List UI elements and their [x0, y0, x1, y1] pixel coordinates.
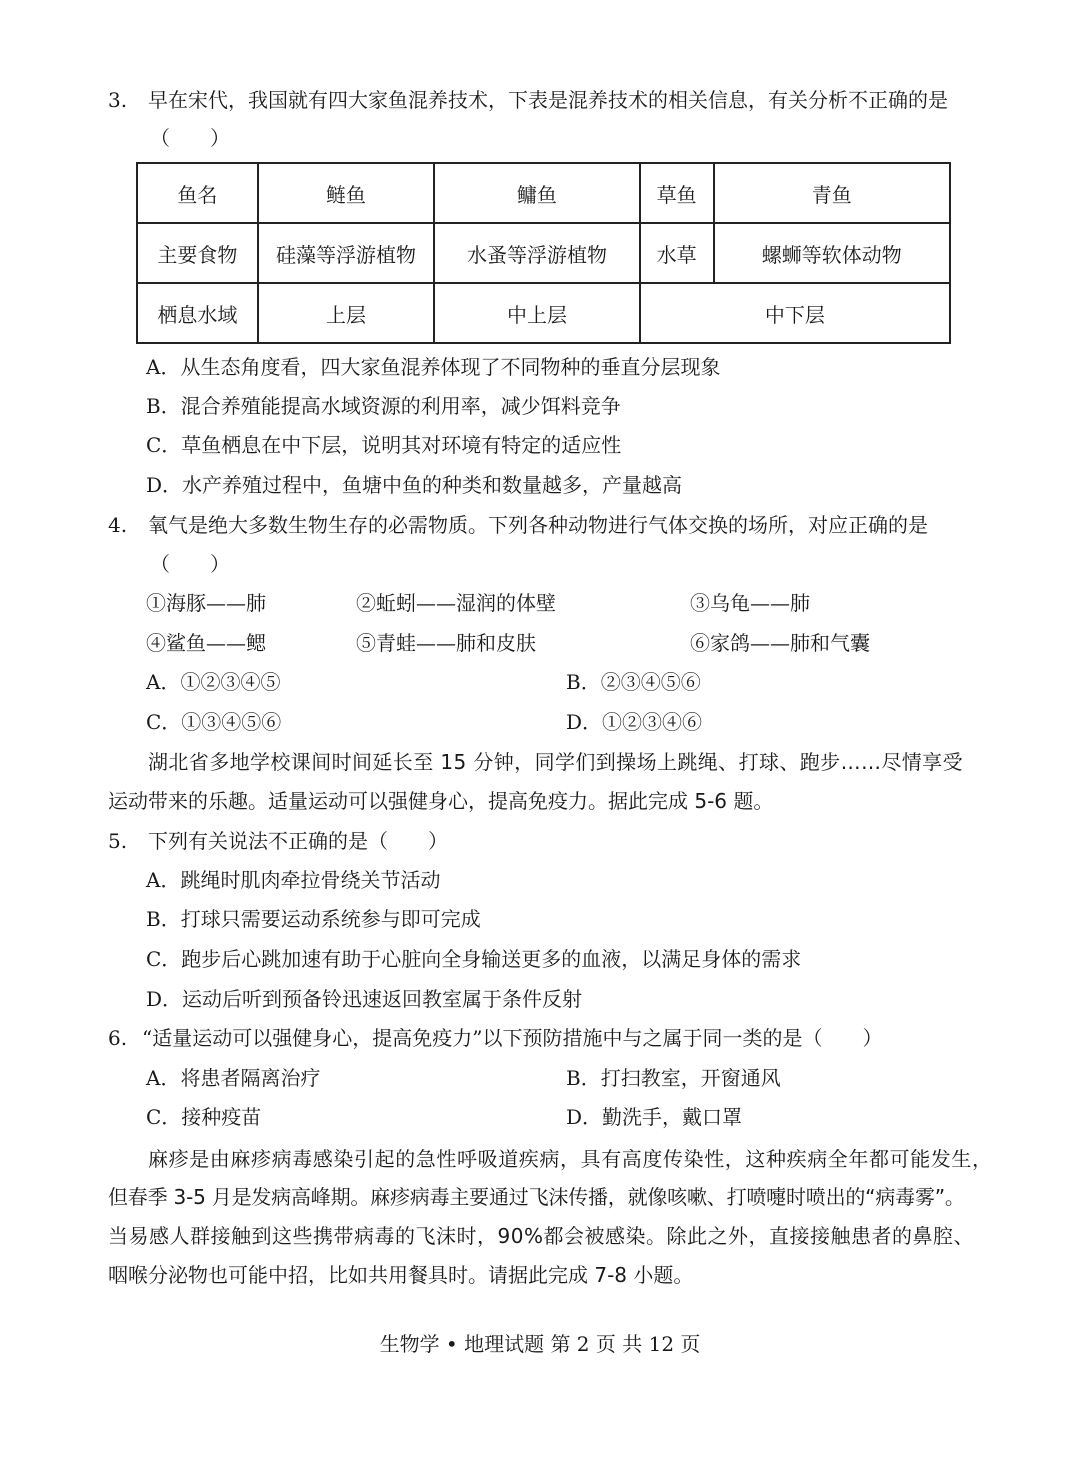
q3-number: 3.	[108, 88, 128, 112]
q4-item-5: ⑤青蛙——肺和皮肤	[356, 631, 536, 655]
table-cell: 水蚤等浮游植物	[434, 223, 639, 283]
q5-option-c: C．跑步后心跳加速有助于心脏向全身输送更多的血液，以满足身体的需求	[146, 947, 802, 971]
q4-option-a: A．①②③④⑤	[146, 670, 281, 694]
table-cell: 主要食物	[137, 223, 258, 283]
q4-option-c: C．①③④⑤⑥	[146, 710, 282, 734]
q6-option-d: D．勤洗手，戴口罩	[566, 1105, 743, 1129]
q5-stem: 下列有关说法不正确的是（ ）	[148, 829, 448, 853]
fish-table	[136, 162, 951, 344]
table-row	[137, 163, 950, 223]
q3-stem: 早在宋代，我国就有四大家鱼混养技术，下表是混养技术的相关信息，有关分析不正确的是	[148, 88, 948, 112]
table-cell: 硅藻等浮游植物	[258, 223, 435, 283]
q4-option-d: D．①②③④⑥	[566, 710, 703, 734]
q5-option-d: D．运动后听到预备铃迅速返回教室属于条件反射	[146, 987, 583, 1011]
q6-stem: “适量运动可以强健身心，提高免疫力”以下预防措施中与之属于同一类的是（ ）	[142, 1026, 883, 1050]
table-cell: 鲢鱼	[258, 163, 435, 223]
q5-number: 5.	[108, 829, 128, 853]
q4-option-b: B．②③④⑤⑥	[566, 670, 701, 694]
q6-option-c: C．接种疫苗	[146, 1105, 262, 1129]
passage-2-line-2: 但春季 3-5 月是发病高峰期。麻疹病毒主要通过飞沫传播，就像咳嗽、打喷嚏时喷出的“病毒雾”。	[108, 1185, 965, 1209]
q6-number: 6.	[108, 1026, 128, 1050]
passage-1-line-2: 运动带来的乐趣。适量运动可以强健身心，提高免疫力。据此完成 5-6 题。	[108, 789, 774, 813]
table-cell: 鱼名	[137, 163, 258, 223]
q3-blank: （ ）	[150, 126, 230, 150]
table-cell: 上层	[258, 283, 435, 343]
table-row	[137, 283, 950, 343]
q5-option-a: A．跳绳时肌肉牵拉骨绕关节活动	[146, 868, 441, 892]
table-cell: 栖息水域	[137, 283, 258, 343]
table-cell: 青鱼	[714, 163, 950, 223]
passage-2-line-1: 麻疹是由麻疹病毒感染引起的急性呼吸道疾病，具有高度传染性，这种疾病全年都可能发生，	[148, 1147, 993, 1171]
table-cell: 螺蛳等软体动物	[714, 223, 950, 283]
table-cell: 中下层	[640, 283, 950, 343]
q3-option-c: C．草鱼栖息在中下层，说明其对环境有特定的适应性	[146, 433, 622, 457]
q4-item-2: ②蚯蚓——湿润的体壁	[356, 591, 556, 615]
q4-number: 4.	[108, 513, 128, 537]
q5-option-b: B．打球只需要运动系统参与即可完成	[146, 907, 481, 931]
q4-item-1: ①海豚——肺	[146, 591, 266, 615]
q4-stem: 氧气是绝大多数生物生存的必需物质。下列各种动物进行气体交换的场所，对应正确的是	[148, 513, 928, 537]
passage-2-line-4: 咽喉分泌物也可能中招，比如共用餐具时。请据此完成 7-8 小题。	[108, 1263, 694, 1287]
table-cell: 鳙鱼	[434, 163, 639, 223]
q4-item-3: ③乌龟——肺	[690, 591, 810, 615]
q6-option-b: B．打扫教室，开窗通风	[566, 1066, 781, 1090]
q3-option-a: A．从生态角度看，四大家鱼混养体现了不同物种的垂直分层现象	[146, 355, 721, 379]
q4-item-4: ④鲨鱼——鳃	[146, 631, 266, 655]
table-cell: 草鱼	[640, 163, 714, 223]
q4-blank: （ ）	[150, 552, 230, 576]
q4-item-6: ⑥家鸽——肺和气囊	[690, 631, 870, 655]
table-cell: 中上层	[434, 283, 639, 343]
page-footer: 生物学 • 地理试题 第 2 页 共 12 页	[379, 1332, 701, 1356]
table-row	[137, 223, 950, 283]
q6-option-a: A．将患者隔离治疗	[146, 1066, 321, 1090]
passage-2-line-3: 当易感人群接触到这些携带病毒的飞沫时，90%都会被感染。除此之外，直接接触患者的鼻腔、	[108, 1224, 974, 1248]
q3-option-d: D．水产养殖过程中，鱼塘中鱼的种类和数量越多，产量越高	[146, 473, 683, 497]
q3-option-b: B．混合养殖能提高水域资源的利用率，减少饵料竞争	[146, 394, 621, 418]
table-cell: 水草	[640, 223, 714, 283]
passage-1-line-1: 湖北省多地学校课间时间延长至 15 分钟，同学们到操场上跳绳、打球、跑步……尽情享受	[148, 750, 963, 774]
